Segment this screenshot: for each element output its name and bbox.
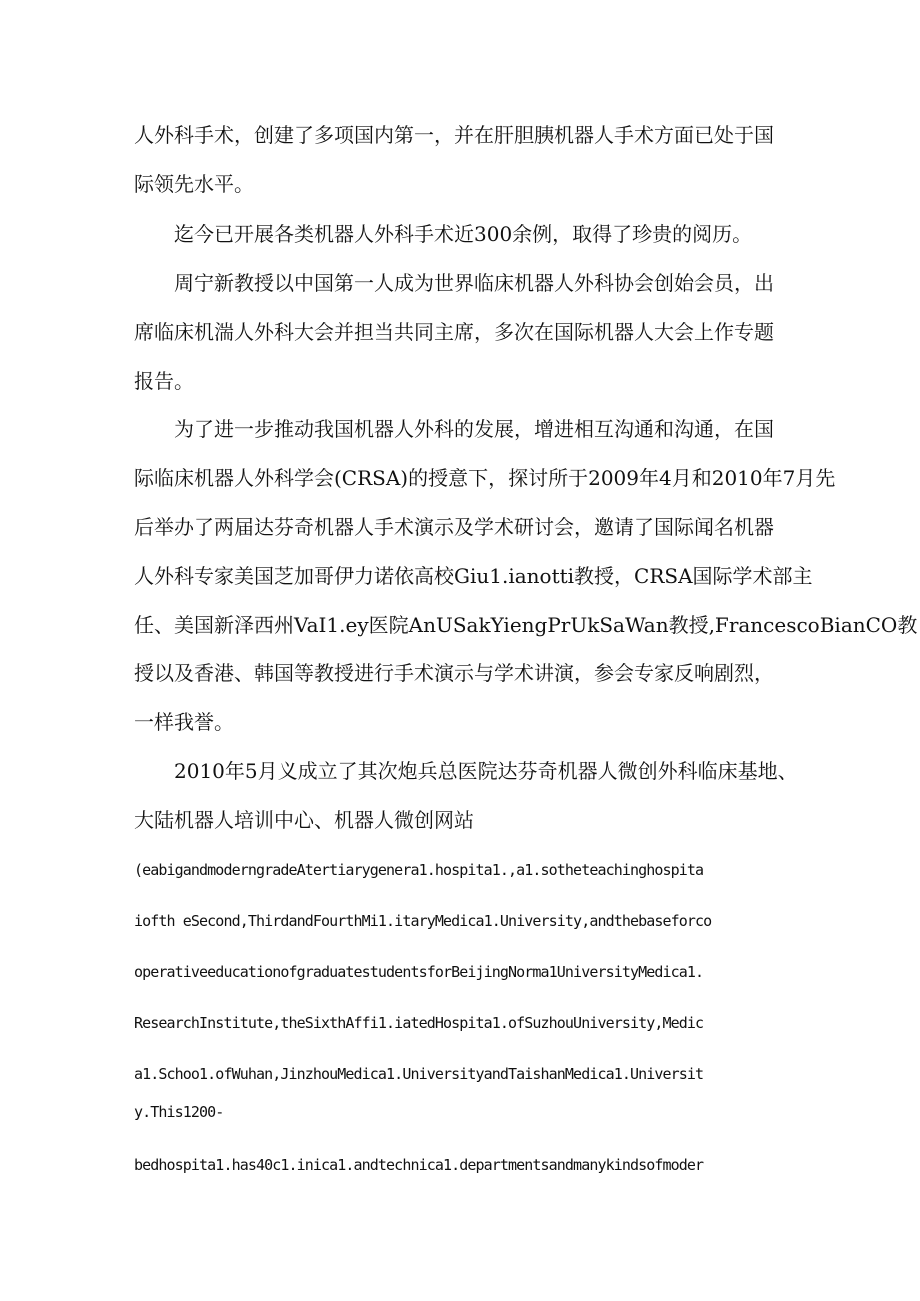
- text-line: 席临床机湍人外科大会并担当共同主席，多次在国际机器人大会上作专题: [134, 320, 774, 344]
- text-line: 际领先水平。: [134, 172, 254, 196]
- text-line: 周宁新教授以中国第一人成为世界临床机器人外科协会创始会员，出: [174, 271, 774, 295]
- text-line: iofth eSecond,ThirdandFourthMi1.itaryMedica1.University,andthebaseforco: [134, 912, 712, 930]
- text-line: 人外科专家美国芝加哥伊力诺依高校Giu1.ianotti教授，CRSA国际学术部主: [134, 564, 813, 588]
- text-line: 授以及香港、韩国等教授进行手术演示与学术讲演，参会专家反响剧烈，: [134, 661, 774, 685]
- text-line: 大陆机器人培训中心、机器人微创网站: [134, 808, 474, 832]
- text-line: 迄今已开展各类机器人外科手术近300余例，取得了珍贵的阅历。: [174, 222, 753, 246]
- text-line: bedhospita1.has40c1.inica1.andtechnica1.departmentsandmanykindsofmoder: [134, 1156, 704, 1174]
- text-line: 为了进一步推动我国机器人外科的发展，增进相互沟通和沟通，在国: [174, 417, 774, 441]
- text-line: a1.Schoo1.ofWuhan,JinzhouMedica1.UniversityandTaishanMedica1.Universit: [134, 1065, 704, 1083]
- text-line: (eabigandmoderngradeAtertiarygenera1.hospita1.,a1.sotheteachinghospita: [134, 861, 704, 879]
- text-line: 任、美国新泽西州VaI1.ey医院AnUSakYiengPrUkSaWan教授,FrancescoBianCO教: [134, 613, 918, 637]
- text-line: ResearchInstitute,theSixthAffi1.iatedHospita1.ofSuzhouUniversity,Medic: [134, 1014, 704, 1032]
- text-line: operativeeducationofgraduatestudentsforBeijingNorma1UniversityMedica1.: [134, 963, 704, 981]
- text-line: 际临床机器人外科学会(CRSA)的授意下，探讨所于2009年4月和2010年7月先: [134, 466, 836, 490]
- text-line: y.This1200-: [134, 1103, 224, 1121]
- text-line: 一样我誉。: [134, 710, 234, 734]
- text-line: 后举办了两届达芬奇机器人手术演示及学术研讨会，邀请了国际闻名机器: [134, 515, 774, 539]
- text-line: 人外科手术，创建了多项国内第一，并在肝胆胰机器人手术方面已处于国: [134, 123, 774, 147]
- text-line: 2010年5月义成立了其次炮兵总医院达芬奇机器人微创外科临床基地、: [174, 759, 798, 783]
- text-line: 报告。: [134, 369, 194, 393]
